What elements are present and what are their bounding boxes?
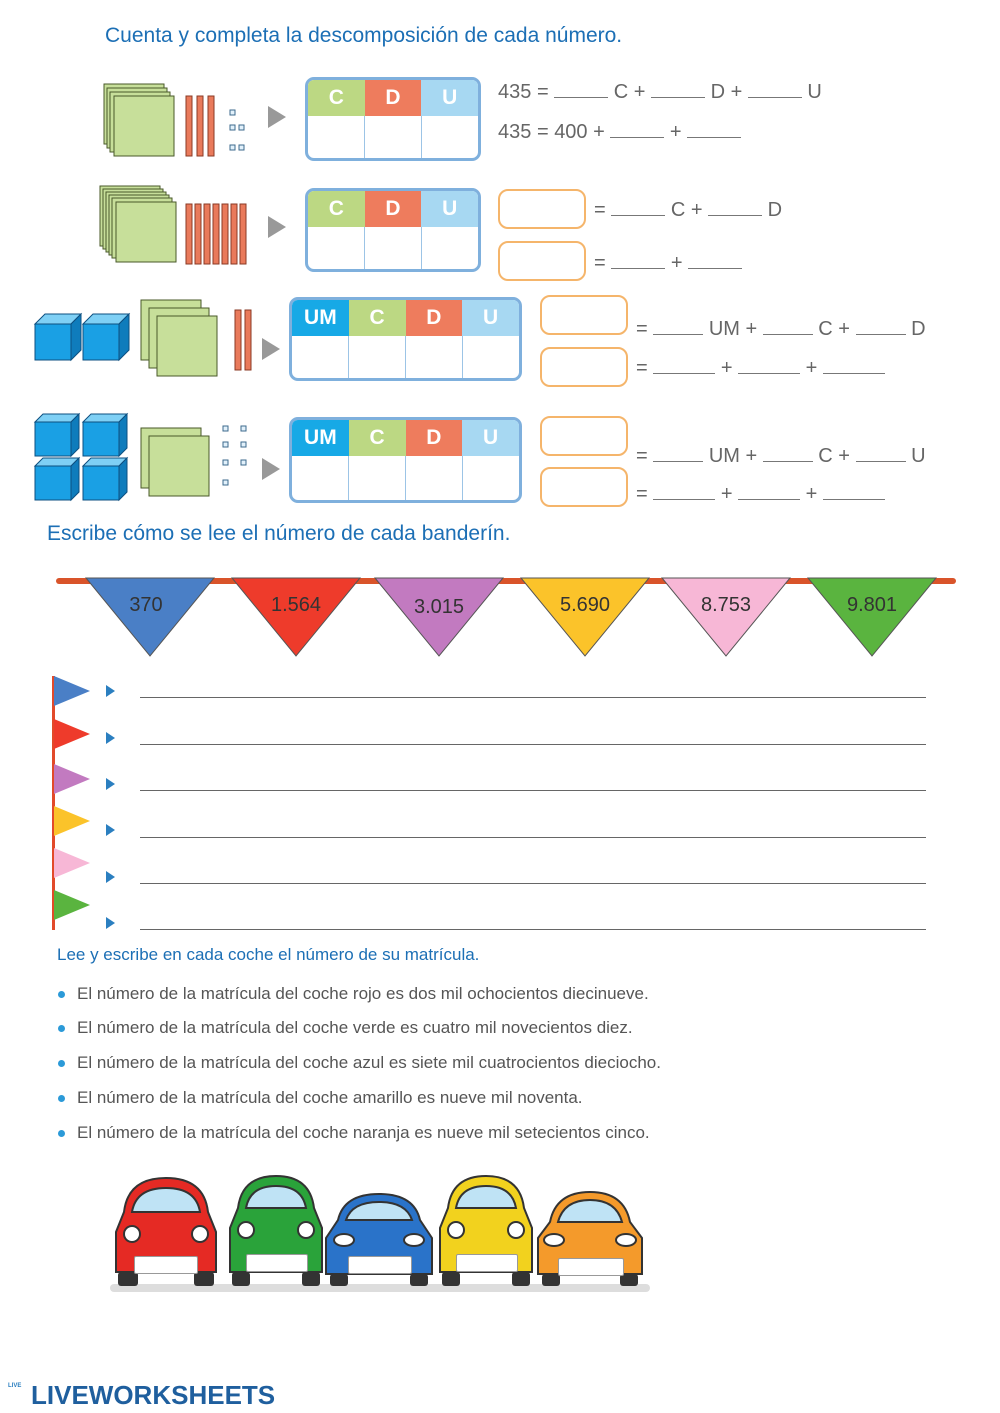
cell-u[interactable] <box>462 336 519 378</box>
answer-blank[interactable] <box>611 197 665 216</box>
answer-line[interactable] <box>140 837 926 838</box>
cell-um[interactable] <box>292 456 348 500</box>
bunting-flag-shape <box>662 578 790 656</box>
cell-c[interactable] <box>308 116 364 158</box>
answer-line[interactable] <box>140 883 926 884</box>
car-orange <box>532 1188 648 1290</box>
bullet-icon <box>58 991 65 998</box>
base-ten-blocks-icon <box>33 298 263 382</box>
license-plate-input[interactable] <box>456 1254 518 1272</box>
header-u: U <box>421 80 478 116</box>
section2-title: Escribe cómo se lee el número de cada banderín. <box>47 522 511 545</box>
license-plate-input[interactable] <box>246 1254 308 1272</box>
header-d: D <box>365 80 422 116</box>
bunting-flag-shape <box>808 578 936 656</box>
number-answer-box[interactable] <box>540 295 628 335</box>
bullet-icon <box>58 1130 65 1137</box>
answer-blank[interactable] <box>823 355 885 374</box>
answer-line[interactable] <box>140 744 926 745</box>
license-plate-input[interactable] <box>134 1256 198 1274</box>
cell-u[interactable] <box>462 456 519 500</box>
answer-blank[interactable] <box>653 355 715 374</box>
place-value-table <box>289 417 522 503</box>
cell-c[interactable] <box>348 456 405 500</box>
instruction-item: El número de la matrícula del coche amarillo es nueve mil noventa. <box>77 1088 583 1107</box>
instruction-item: El número de la matrícula del coche rojo es dos mil ochocientos diecinueve. <box>77 984 649 1003</box>
answer-line[interactable] <box>140 697 926 698</box>
answer-blank[interactable] <box>823 481 885 500</box>
flag-number: 8.753 <box>700 594 752 616</box>
place-value-table <box>305 188 481 272</box>
liveworksheets-logo-icon: LIVE <box>8 1383 22 1389</box>
header-u: U <box>421 191 478 227</box>
arrow-right-icon <box>268 106 288 128</box>
equation-line: = UM + C + U <box>636 445 926 467</box>
base-ten-blocks-icon <box>33 410 263 504</box>
answer-blank[interactable] <box>653 316 703 335</box>
arrow-bullet-icon <box>106 824 115 836</box>
flag-number: 1.564 <box>270 594 322 616</box>
header-u: U <box>462 300 519 336</box>
answer-blank[interactable] <box>738 355 800 374</box>
header-d: D <box>406 420 463 456</box>
answer-blank[interactable] <box>856 443 906 462</box>
arrow-bullet-icon <box>106 917 115 929</box>
small-flags-icon <box>54 676 94 916</box>
cell-d[interactable] <box>364 116 421 158</box>
equation-line: 435 = 400 + + <box>498 119 741 144</box>
number-answer-box[interactable] <box>498 241 586 281</box>
arrow-right-icon <box>262 338 282 360</box>
section3-title: Lee y escribe en cada coche el número de su matrícula. <box>57 945 480 964</box>
flag-number: 370 <box>129 594 163 616</box>
instruction-item: El número de la matrícula del coche azul es siete mil cuatrocientos dieciocho. <box>77 1053 661 1072</box>
header-u: U <box>462 420 519 456</box>
cell-u[interactable] <box>421 116 478 158</box>
section1-title: Cuenta y completa la descomposición de cada número. <box>105 24 623 47</box>
car-yellow <box>434 1172 538 1290</box>
answer-blank[interactable] <box>610 119 664 138</box>
header-c: C <box>308 80 365 116</box>
header-c: C <box>308 191 365 227</box>
answer-blank[interactable] <box>708 197 762 216</box>
arrow-bullet-icon <box>106 732 115 744</box>
car-green <box>224 1172 328 1290</box>
car-blue <box>320 1190 438 1290</box>
bullet-icon <box>58 1060 65 1067</box>
answer-blank[interactable] <box>651 79 705 98</box>
answer-blank[interactable] <box>763 316 813 335</box>
flag-number: 3.015 <box>413 596 465 618</box>
equation-line: 435 = C + D + U <box>498 81 822 103</box>
equation-line: = + + <box>636 481 885 506</box>
number-answer-box[interactable] <box>498 189 586 229</box>
answer-line[interactable] <box>140 929 926 930</box>
answer-blank[interactable] <box>611 250 665 269</box>
bunting-flag-shape <box>521 578 649 656</box>
header-d: D <box>365 191 422 227</box>
instruction-item: El número de la matrícula del coche verde es cuatro mil novecientos diez. <box>77 1018 633 1037</box>
equation-line: = + + <box>636 355 885 380</box>
answer-blank[interactable] <box>554 79 608 98</box>
answer-blank[interactable] <box>653 443 703 462</box>
answer-blank[interactable] <box>688 250 742 269</box>
header-um: UM <box>292 300 349 336</box>
arrow-bullet-icon <box>106 685 115 697</box>
place-value-table <box>305 77 481 161</box>
number-answer-box[interactable] <box>540 467 628 507</box>
bullet-icon <box>58 1095 65 1102</box>
answer-blank[interactable] <box>738 481 800 500</box>
answer-blank[interactable] <box>856 316 906 335</box>
license-plate-input[interactable] <box>558 1258 624 1276</box>
arrow-bullet-icon <box>106 778 115 790</box>
base-ten-blocks-icon <box>98 184 258 270</box>
arrow-right-icon <box>268 216 288 238</box>
equation-line: = + <box>594 250 742 275</box>
cell-d[interactable] <box>364 227 421 269</box>
arrow-bullet-icon <box>106 871 115 883</box>
number-answer-box[interactable] <box>540 416 628 456</box>
cell-c[interactable] <box>308 227 364 269</box>
instruction-item: El número de la matrícula del coche naranja es nueve mil setecientos cinco. <box>77 1123 650 1142</box>
cell-d[interactable] <box>405 336 462 378</box>
bunting-flag-shape <box>232 578 360 656</box>
license-plate-input[interactable] <box>348 1256 412 1274</box>
answer-blank[interactable] <box>687 119 741 138</box>
cell-u[interactable] <box>421 227 478 269</box>
header-c: C <box>349 420 406 456</box>
base-ten-blocks-icon <box>100 82 260 162</box>
flag-number: 9.801 <box>846 594 898 616</box>
flag-number: 5.690 <box>559 594 611 616</box>
car-red <box>108 1172 224 1290</box>
cell-um[interactable] <box>292 336 348 378</box>
equation-line: = C + D <box>594 199 783 221</box>
place-value-table <box>289 297 522 381</box>
liveworksheets-logo-text: LIVEWORKSHEETS <box>31 1380 276 1410</box>
number-answer-box[interactable] <box>540 347 628 387</box>
answer-line[interactable] <box>140 790 926 791</box>
header-um: UM <box>292 420 349 456</box>
answer-blank[interactable] <box>763 443 813 462</box>
cell-c[interactable] <box>348 336 405 378</box>
header-d: D <box>406 300 463 336</box>
bunting-flag-shape <box>86 578 214 656</box>
equation-line: = UM + C + D <box>636 318 926 340</box>
answer-blank[interactable] <box>653 481 715 500</box>
header-c: C <box>349 300 406 336</box>
answer-blank[interactable] <box>748 79 802 98</box>
bullet-icon <box>58 1025 65 1032</box>
cell-d[interactable] <box>405 456 462 500</box>
arrow-right-icon <box>262 458 282 480</box>
